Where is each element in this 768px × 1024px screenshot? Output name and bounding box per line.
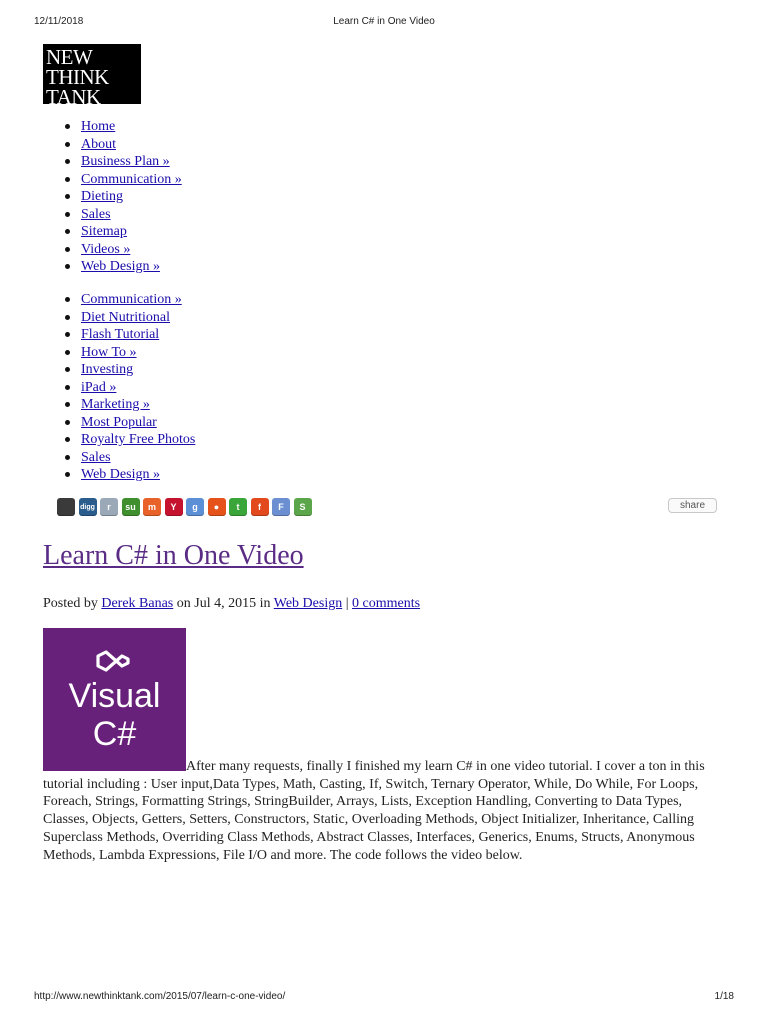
meta-date: on Jul 4, 2015 in (173, 596, 274, 611)
nav-link-dieting[interactable]: Dieting (81, 189, 123, 204)
nav-item (62, 309, 195, 327)
image-word-csharp: C# (92, 715, 137, 753)
nav-item (62, 466, 195, 484)
post-title (43, 539, 304, 573)
blinklist-icon[interactable]: ● (208, 498, 226, 516)
primary-nav (62, 118, 182, 276)
social-share-bar (57, 498, 312, 518)
category-nav (62, 291, 195, 484)
mixx-icon[interactable]: m (143, 498, 161, 516)
category-link-how-to[interactable]: How To » (81, 344, 137, 360)
visual-csharp-image (43, 628, 186, 771)
comments-link[interactable]: 0 comments (352, 596, 421, 611)
post-meta (43, 595, 420, 613)
nav-item (62, 379, 195, 397)
category-link-royalty-free-photos[interactable]: Royalty Free Photos (81, 432, 196, 447)
nav-link-sales[interactable]: Sales (81, 206, 111, 222)
furl-icon[interactable]: f (251, 498, 269, 516)
google-icon[interactable]: g (186, 498, 204, 516)
nav-item (62, 414, 195, 432)
nav-item (62, 206, 182, 224)
nav-item (62, 136, 182, 154)
digg-icon[interactable]: digg (79, 498, 97, 516)
nav-item (62, 223, 182, 241)
nav-item (62, 153, 182, 171)
category-link-ipad[interactable]: iPad » (81, 379, 117, 395)
technorati-icon[interactable]: t (229, 498, 247, 516)
logo-line-2: THINK (46, 65, 109, 89)
category-link-flash-tutorial[interactable]: Flash Tutorial (81, 327, 160, 342)
print-page-number: 1/18 (714, 991, 734, 1002)
category-link-most-popular[interactable]: Most Popular (81, 414, 157, 430)
category-link-communication[interactable]: Communication » (81, 292, 182, 307)
facebook-icon[interactable]: F (272, 498, 290, 516)
nav-link-sitemap[interactable]: Sitemap (81, 224, 127, 239)
nav-item (62, 361, 195, 379)
nav-link-about[interactable]: About (81, 136, 116, 152)
print-page-title: Learn C# in One Video (333, 16, 435, 27)
author-link[interactable]: Derek Banas (101, 596, 174, 611)
category-link-marketing[interactable]: Marketing » (81, 397, 150, 412)
nav-item (62, 344, 195, 362)
nav-item (62, 258, 182, 276)
nav-item (62, 291, 195, 309)
logo-line-1: NEW (46, 45, 93, 69)
category-link-investing[interactable]: Investing (81, 362, 134, 377)
delicious-icon[interactable] (57, 498, 75, 516)
nav-link-business-plan[interactable]: Business Plan » (81, 154, 170, 169)
category-link-web-design[interactable]: Web Design » (81, 467, 160, 482)
nav-item (62, 326, 195, 344)
nav-item (62, 241, 182, 259)
post-title-link[interactable]: Learn C# in One Video (43, 540, 304, 571)
nav-item (62, 188, 182, 206)
category-link[interactable]: Web Design (273, 596, 343, 611)
share-button[interactable]: share (668, 498, 717, 513)
image-word-visual: Visual (68, 677, 161, 715)
stumbleupon-icon[interactable]: su (122, 498, 140, 516)
print-url: http://www.newthinktank.com/2015/07/learn-c-one-video/ (34, 991, 286, 1002)
nav-item (62, 171, 182, 189)
post-body-text: After many requests, finally I finished my learn C# in one video tutorial. I cover a ton in this tutorial including : User input,Data Types, Math, Casting, If, Switch, Ternary Operator, While, Do While, For Loops, Foreach, Strings, Formatting Strings, StringBuilder, Arrays, Lists, Exception Handling, Converting to Data Types, Classes, Objects, Getters, Setters, Constructors, Static, Overloading Methods, Object Initializer, Inheritance, Calling Superclass Methods, Overriding Class Methods, Abstract Classes, Interfaces, Generics, Enums, Structs, Anonymous Methods, Lambda Expressions, File I/O and more. The code follows the video below. (43, 759, 705, 863)
visual-studio-logo-icon (96, 646, 132, 676)
site-logo[interactable] (43, 44, 141, 109)
category-link-diet-nutritional[interactable]: Diet Nutritional (81, 309, 171, 325)
meta-prefix: Posted by (43, 596, 102, 611)
print-footer (0, 991, 768, 1005)
nav-item (62, 118, 182, 136)
logo-line-3: TANK (46, 85, 101, 109)
meta-separator: | (342, 596, 353, 611)
print-date: 12/11/2018 (34, 16, 84, 27)
sphinn-icon[interactable]: S (294, 498, 312, 516)
nav-item (62, 449, 195, 467)
nav-item (62, 431, 195, 449)
category-link-sales[interactable]: Sales (81, 449, 111, 465)
reddit-icon[interactable]: r (100, 498, 118, 516)
nav-link-videos[interactable]: Videos » (81, 241, 131, 257)
nav-link-web-design[interactable]: Web Design » (81, 259, 160, 274)
nav-link-communication[interactable]: Communication » (81, 171, 182, 187)
yahoo-icon[interactable]: Y (165, 498, 183, 516)
nav-link-home[interactable]: Home (81, 119, 116, 134)
print-header (0, 16, 768, 30)
nav-item (62, 396, 195, 414)
post-body (43, 758, 723, 864)
